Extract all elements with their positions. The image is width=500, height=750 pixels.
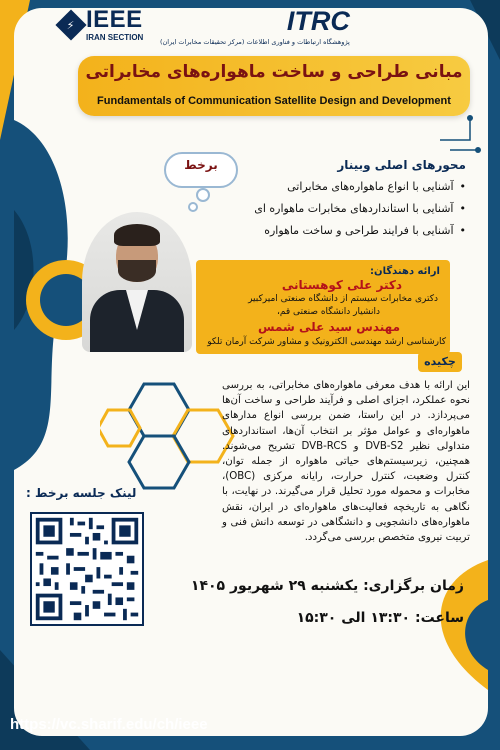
presenter-2-name: مهندس سید علی شمس	[258, 320, 400, 334]
topic-item: • آشنایی با استانداردهای مخابرات ماهواره ای	[254, 202, 466, 215]
session-url-link[interactable]: https://vc.sharif.edu/ch/ieee	[10, 716, 208, 733]
thought-bubble-small	[196, 188, 210, 202]
abstract-tag: چکیده	[418, 352, 462, 372]
ieee-badge-icon: ⚡	[55, 9, 86, 40]
session-date: زمان برگزاری: یکشنبه ۲۹ شهریور ۱۴۰۵	[190, 578, 464, 594]
presenter-1-desc: دکتری مخابرات سیستم از دانشگاه صنعتی امیرکبیر	[248, 294, 438, 304]
title-banner	[78, 56, 470, 116]
itrc-name: ITRC	[286, 6, 350, 36]
topic-item: • آشنایی با انواع ماهواره‌های مخابراتی	[287, 180, 466, 193]
hair-shape	[114, 224, 160, 246]
beard-shape	[118, 260, 156, 282]
thought-bubble-tiny	[188, 202, 198, 212]
itrc-subtitle: پژوهشگاه ارتباطات و فناوری اطلاعات (مرکز تحقیقات مخابرات ایران)	[160, 38, 350, 46]
abstract-text: این ارائه با هدف معرفی ماهواره‌های مخابراتی، به بررسی نحوه عملکرد، اجزای اصلی و فرآیند طراحی و ساخت آن‌ها می‌پردازد. در این راستا، ضمن بررسی انواع مدارهای ماهواره‌ای و عوامل مؤثر بر انتخاب آن‌ها، استانداردهای متداولی نظیر DVB-S2 و DVB-RCS تشریح می‌شوند. همچنین، زیرسیستم‌های حیاتی ماهواره از جمله توان، کنترل وضعیت، کنترل حرارت، رایانه مرکزی (OBC)، مخابرات و محموله مورد تحلیل قرار می‌گیرند. در نهایت، با نگاهی به تاریخچه فعالیت‌های ماهواره‌ای در ایران، نقش ماهواره‌های دانشجویی و دانشگاهی در توسعه دانش فنی و تربیت نیروی متخصص بررسی می‌گردد.	[222, 380, 470, 544]
hexagon-decoration	[100, 374, 240, 504]
presenter-1-affiliation: دانشیار دانشگاه صنعتی قم،	[276, 307, 380, 317]
topic-item: • آشنایی با فرایند طراحی و ساخت ماهواره	[264, 224, 466, 237]
session-link-label: لینک جلسه برخط :	[26, 486, 137, 500]
qr-code[interactable]	[30, 512, 144, 626]
presenter-1-name: دکتر علی کوهستانی	[281, 278, 402, 292]
title-persian: مبانی طراحی و ساخت ماهواره‌های مخابراتی	[85, 62, 463, 82]
session-time: ساعت: ۱۳:۳۰ الی ۱۵:۳۰	[296, 610, 464, 626]
online-label: برخط	[184, 158, 218, 172]
itrc-logo	[160, 8, 350, 46]
topics-heading: محورهای اصلی وبینار	[337, 158, 466, 172]
presenters-label: ارائه دهندگان:	[370, 266, 440, 277]
presenter-photo	[82, 212, 192, 352]
ieee-section: IRAN SECTION	[86, 33, 144, 42]
ieee-logo	[60, 8, 143, 42]
ieee-name: IEEE	[86, 6, 143, 33]
title-english: Fundamentals of Communication Satellite Design and Development	[97, 95, 451, 107]
presenter-2-desc: کارشناسی ارشد مهندسی الکترونیک و مشاور شرکت آرمان تلکو	[207, 337, 446, 347]
